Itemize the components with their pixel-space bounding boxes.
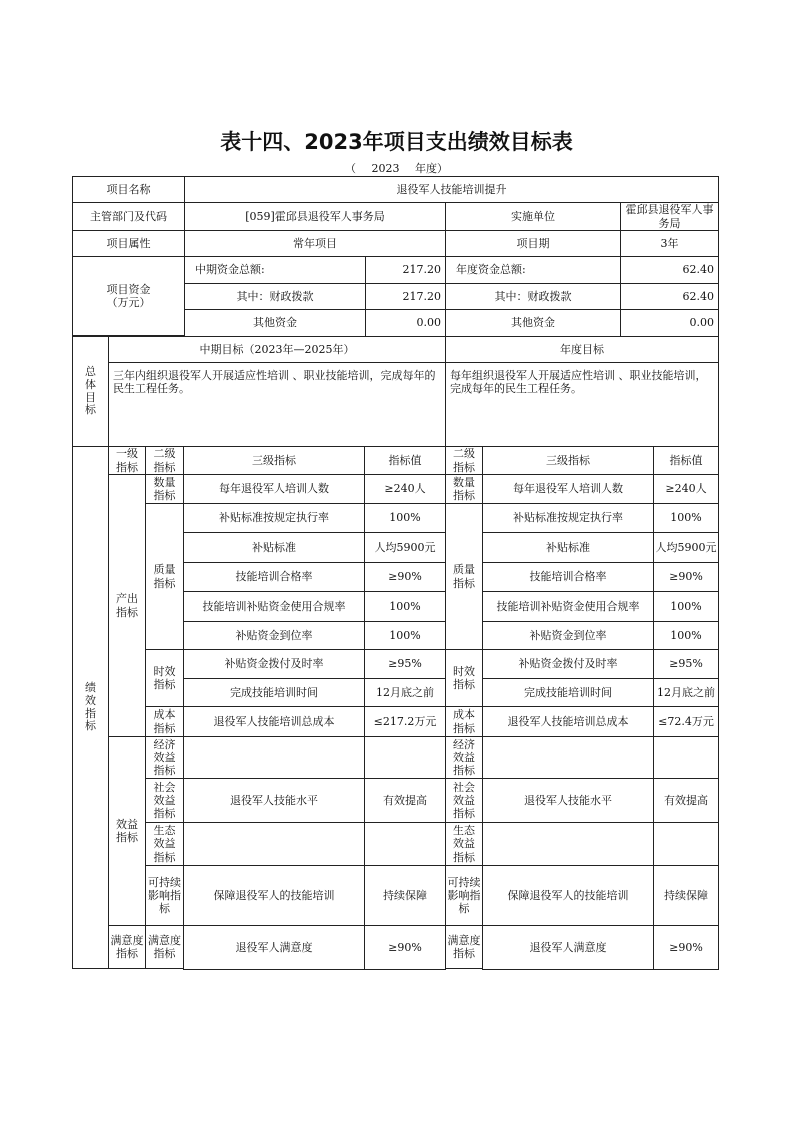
indicator-name-left: 补贴标准 [183, 532, 365, 563]
cat-econ-right: 经济效益指标 [445, 736, 483, 779]
indicator-value-right: ≥95% [653, 649, 719, 679]
cat-quantity-right: 数量指标 [445, 474, 483, 504]
cat-time-left: 时效指标 [145, 649, 184, 707]
indicator-name-right: 补贴资金到位率 [482, 621, 654, 650]
indicator-name-right: 每年退役军人培训人数 [482, 474, 654, 504]
impl-value: 霍邱县退役军人事务局 [620, 202, 719, 231]
mid-total-value: 217.20 [365, 256, 446, 284]
header-value-right: 指标值 [653, 446, 719, 475]
mid-goal-text: 三年内组织退役军人开展适应性培训 、职业技能培训，完成每年的民生工程任务。 [108, 362, 446, 447]
satisfaction-indicator-label: 满意度指标 [108, 925, 146, 969]
indicator-value-left [364, 736, 446, 779]
cat-satis-left: 满意度指标 [145, 925, 184, 969]
header-level2-right: 二级指标 [445, 446, 483, 475]
indicator-name-right: 技能培训补贴资金使用合规率 [482, 591, 654, 622]
project-name-label: 项目名称 [72, 176, 185, 203]
year-goal-header: 年度目标 [445, 336, 719, 363]
indicator-name-left [183, 736, 365, 779]
mid-fin-value: 217.20 [365, 283, 446, 310]
year-subtitle [0, 160, 793, 176]
mid-other-label: 其他资金 [184, 309, 366, 337]
indicator-name-left: 补贴资金到位率 [183, 621, 365, 650]
indicator-name-left: 补贴资金拨付及时率 [183, 649, 365, 679]
mid-fin-label: 其中：财政拨款 [184, 283, 366, 310]
effect-indicator-label: 效益指标 [108, 736, 146, 926]
cat-quality-right: 质量指标 [445, 503, 483, 650]
cat-sustain-left: 可持续影响指标 [145, 865, 184, 926]
output-indicator-label: 产出指标 [108, 474, 146, 737]
indicator-value-right: ≤72.4万元 [653, 706, 719, 737]
indicator-name-left: 保障退役军人的技能培训 [183, 865, 365, 926]
cat-eco-right: 生态效益指标 [445, 822, 483, 866]
cat-cost-right: 成本指标 [445, 706, 483, 737]
subtitle-open: （ [345, 162, 356, 175]
indicator-name-right: 退役军人技能培训总成本 [482, 706, 654, 737]
year-total-label: 年度资金总额: [445, 256, 621, 284]
indicator-value-left: 人均5900元 [364, 532, 446, 563]
cat-quantity-left: 数量指标 [145, 474, 184, 504]
year-total-value: 62.40 [620, 256, 719, 284]
indicator-value-left: ≤217.2万元 [364, 706, 446, 737]
indicator-name-right: 技能培训合格率 [482, 562, 654, 592]
indicator-value-right [653, 736, 719, 779]
indicator-name-left: 技能培训合格率 [183, 562, 365, 592]
indicator-value-left: 持续保障 [364, 865, 446, 926]
indicator-name-left: 每年退役军人培训人数 [183, 474, 365, 504]
indicator-value-right: 人均5900元 [653, 532, 719, 563]
indicator-name-right: 补贴资金拨付及时率 [482, 649, 654, 679]
indicator-name-left: 退役军人技能水平 [183, 778, 365, 823]
indicator-value-left: 12月底之前 [364, 678, 446, 707]
dept-value: [059]霍邱县退役军人事务局 [184, 202, 446, 231]
attr-label: 项目属性 [72, 230, 185, 257]
indicator-value-right: 持续保障 [653, 865, 719, 926]
indicator-value-left: ≥90% [364, 925, 446, 970]
indicator-value-right: ≥240人 [653, 474, 719, 504]
indicator-name-right: 退役军人技能水平 [482, 778, 654, 823]
year-fin-value: 62.40 [620, 283, 719, 310]
indicator-name-right: 保障退役军人的技能培训 [482, 865, 654, 926]
indicator-value-left [364, 822, 446, 866]
cat-econ-left: 经济效益指标 [145, 736, 184, 779]
indicator-name-left: 退役军人满意度 [183, 925, 365, 970]
period-label: 项目期 [445, 230, 621, 257]
year-goal-text: 每年组织退役军人开展适应性培训 、职业技能培训，完成每年的民生工程任务。 [445, 362, 719, 447]
indicator-value-right: 12月底之前 [653, 678, 719, 707]
cat-social-right: 社会效益指标 [445, 778, 483, 823]
year-other-value: 0.00 [620, 309, 719, 337]
page-title: 表十四、2023年项目支出绩效目标表 [220, 130, 573, 154]
cat-eco-left: 生态效益指标 [145, 822, 184, 866]
cat-quality-left: 质量指标 [145, 503, 184, 650]
fund-label: 项目资金（万元） [72, 256, 185, 336]
mid-goal-header: 中期目标（2023年—2025年） [108, 336, 446, 363]
indicator-name-left: 退役军人技能培训总成本 [183, 706, 365, 737]
subtitle-suffix: 年度） [415, 162, 448, 175]
indicator-name-right [482, 736, 654, 779]
cat-social-left: 社会效益指标 [145, 778, 184, 823]
mid-other-value: 0.00 [365, 309, 446, 337]
attr-value: 常年项目 [184, 230, 446, 257]
indicator-value-left: ≥90% [364, 562, 446, 592]
indicator-value-left: 100% [364, 591, 446, 622]
indicator-value-right: 100% [653, 503, 719, 533]
indicator-value-right: 有效提高 [653, 778, 719, 823]
indicator-name-left: 技能培训补贴资金使用合规率 [183, 591, 365, 622]
indicator-value-left: 100% [364, 621, 446, 650]
cat-sustain-right: 可持续影响指标 [445, 865, 483, 926]
header-value-left: 指标值 [364, 446, 446, 475]
indicator-value-right: ≥90% [653, 562, 719, 592]
year-fin-label: 其中：财政拨款 [445, 283, 621, 310]
indicator-value-right: ≥90% [653, 925, 719, 970]
period-value: 3年 [620, 230, 719, 257]
cat-cost-left: 成本指标 [145, 706, 184, 737]
indicator-name-right: 补贴标准按规定执行率 [482, 503, 654, 533]
indicator-value-left: 100% [364, 503, 446, 533]
header-level2-left: 二级指标 [145, 446, 184, 475]
indicator-value-right: 100% [653, 591, 719, 622]
indicator-value-right: 100% [653, 621, 719, 650]
subtitle-year: 2023 [371, 162, 400, 175]
dept-label: 主管部门及代码 [72, 202, 185, 231]
indicator-value-right [653, 822, 719, 866]
header-level3-left: 三级指标 [183, 446, 365, 475]
indicator-name-left [183, 822, 365, 866]
indicator-name-right: 退役军人满意度 [482, 925, 654, 970]
mid-total-label: 中期资金总额: [184, 256, 366, 284]
indicator-value-left: ≥95% [364, 649, 446, 679]
indicator-value-left: 有效提高 [364, 778, 446, 823]
header-level3-right: 三级指标 [482, 446, 654, 475]
indicator-name-right: 完成技能培训时间 [482, 678, 654, 707]
impl-label: 实施单位 [445, 202, 621, 231]
goals-label: 总体目标 [72, 336, 109, 447]
cat-time-right: 时效指标 [445, 649, 483, 707]
indicator-name-right [482, 822, 654, 866]
indicator-name-right: 补贴标准 [482, 532, 654, 563]
indicator-name-left: 完成技能培训时间 [183, 678, 365, 707]
indicator-value-left: ≥240人 [364, 474, 446, 504]
indicator-name-left: 补贴标准按规定执行率 [183, 503, 365, 533]
cat-satis-right: 满意度指标 [445, 925, 483, 969]
year-other-label: 其他资金 [445, 309, 621, 337]
perf-label: 绩效指标 [72, 446, 109, 969]
header-level1: 一级指标 [108, 446, 146, 475]
project-name-value: 退役军人技能培训提升 [184, 176, 719, 203]
